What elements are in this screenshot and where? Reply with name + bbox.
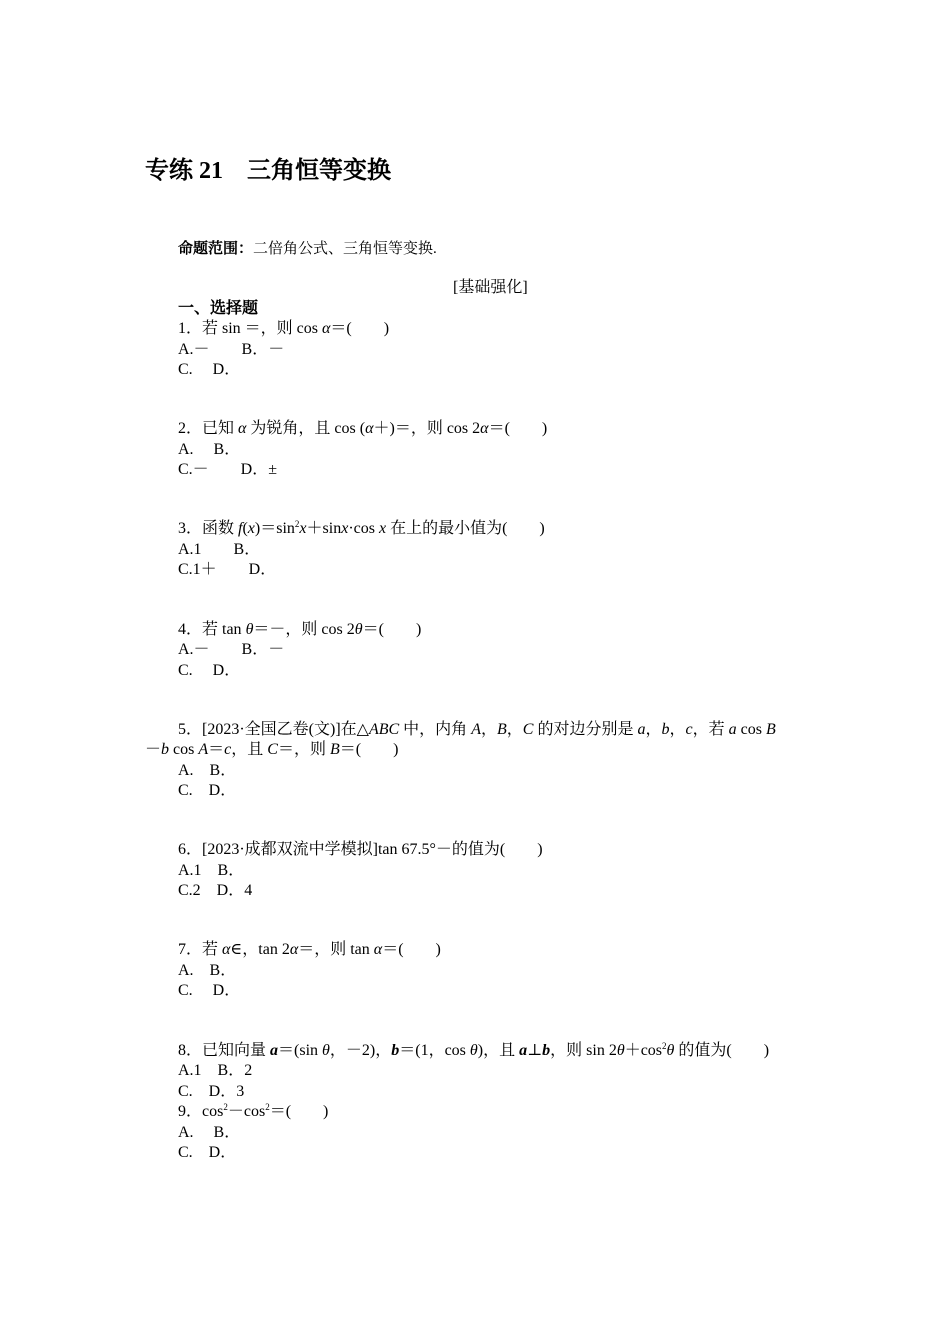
- question-8-options-cd: C. D．3: [178, 1083, 245, 1100]
- question-8-stem: 8．已知向量 a＝(sin θ，－2)，b＝(1，cos θ)，且 a⊥b，则 $\sin 2\theta+\cos^2\theta$ 的值为( ): [178, 1041, 770, 1059]
- section-tag: [基础强化]: [453, 279, 528, 296]
- question-1-stem: 1．若 sin ＝，则 cos α＝( ): [178, 320, 390, 337]
- question-5-stem-line1: 5．[2023·全国乙卷(文)]在△ABC 中，内角 A，B，C 的对边分别是 a，b，c，若 a cos B: [178, 721, 776, 738]
- scope-text: 二倍角公式、三角恒等变换.: [253, 241, 437, 257]
- question-2-options-ab: A. B．: [178, 441, 241, 458]
- scope-line: [178, 238, 437, 260]
- question-7-stem: 7．若 α∈，tan 2α＝，则 tan α＝( ): [178, 941, 441, 958]
- question-9-stem: 9．$\cos^2-\cos^2=$( ): [178, 1102, 329, 1120]
- question-9-options-cd: C. D．: [178, 1144, 237, 1161]
- question-4-stem: 4．若 tan θ＝－，则 cos 2θ＝( ): [178, 621, 422, 638]
- question-7-options-cd: C. D．: [178, 982, 241, 999]
- scope-label: 命题范围：: [178, 241, 254, 257]
- question-1-options-cd: C. D．: [178, 361, 241, 378]
- question-3-stem: 3．函数 $f(x)=\sin^2x+\sin x\cdot\cos$ x 在上的最小值为( ): [178, 519, 545, 537]
- question-2-options-cd: C.－ D．±: [178, 461, 278, 478]
- question-9-options-ab: A. B．: [178, 1124, 241, 1141]
- question-6-options-ab: A.1 B．: [178, 862, 245, 879]
- question-6-options-cd: C.2 D．4: [178, 882, 253, 899]
- question-1-options-ab: A.－ B．－: [178, 341, 285, 358]
- part-heading: 一、选择题: [178, 300, 259, 317]
- question-5-options-ab: A. B．: [178, 762, 237, 779]
- question-8-options-ab: A.1 B．2: [178, 1062, 253, 1079]
- question-5-stem-line2: －b cos A＝c，且 C＝，则 B＝( ): [145, 741, 399, 758]
- question-6-stem: 6．[2023·成都双流中学模拟]tan 67.5°－的值为( ): [178, 841, 543, 858]
- question-4-options-cd: C. D．: [178, 662, 241, 679]
- question-4-options-ab: A.－ B．－: [178, 641, 285, 658]
- question-3-options-ab: A.1 B．: [178, 541, 261, 558]
- question-3-options-cd: C.1＋ D．: [178, 561, 277, 578]
- question-5-options-cd: C. D．: [178, 782, 237, 799]
- question-2-stem: 2．已知 α 为锐角，且 cos (α＋)＝，则 cos 2α＝( ): [178, 420, 548, 437]
- page-title: 专练 21 三角恒等变换: [145, 158, 391, 184]
- question-7-options-ab: A. B．: [178, 962, 237, 979]
